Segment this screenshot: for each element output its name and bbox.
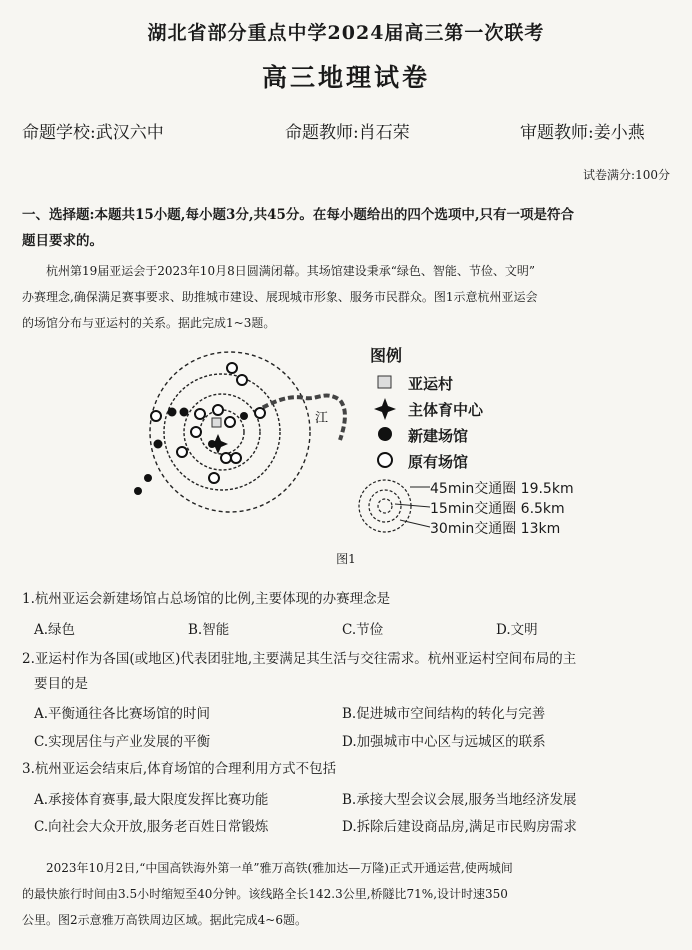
question1-option-b: B.智能 (188, 622, 230, 638)
question3-option-d: D.拆除后建设商品房,满足市民购房需求 (342, 819, 577, 835)
ring-core (200, 410, 244, 454)
setter-teacher: 命题教师:肖石荣 (285, 123, 410, 143)
ring-15min (164, 374, 280, 490)
figure1-map (0, 340, 692, 550)
legend-ring-15min: 15min交通圈 6.5km (430, 501, 565, 517)
question2-option-b: B.促进城市空间结构的转化与完善 (342, 706, 546, 722)
reviewer-teacher: 审题教师:姜小燕 (520, 123, 645, 143)
legend-existing-venue: 原有场馆 (408, 453, 469, 471)
question1-option-a: A.绿色 (34, 622, 76, 638)
exam-heading: 湖北省部分重点中学2024届高三第一次联考 (147, 22, 545, 44)
section-instructions-line2: 题目要求的。 (22, 233, 103, 249)
question2-option-d: D.加强城市中心区与远城区的联系 (342, 734, 546, 750)
question2-stem-line2: 要目的是 (34, 676, 88, 692)
legend-new-venue: 新建场馆 (408, 427, 469, 445)
question3-option-c: C.向社会大众开放,服务老百姓日常锻炼 (34, 819, 269, 835)
figure1-caption: 图1 (336, 552, 356, 566)
question2-option-a: A.平衡通往各比赛场馆的时间 (34, 706, 211, 722)
athletes-village-marker (212, 418, 221, 427)
passage2-line1: 2023年10月2日,“中国高铁海外第一单”雅万高铁(雅加达—万隆)正式开通运营,使两城间 (46, 861, 513, 875)
question3-stem: 3.杭州亚运会结束后,体育场馆的合理利用方式不包括 (22, 761, 337, 777)
existing-venue-markers (151, 363, 265, 483)
question1-option-d: D.文明 (496, 622, 538, 638)
legend-athletes-village: 亚运村 (408, 375, 454, 393)
exam-title: 高三地理试卷 (261, 63, 430, 92)
river-label: 江 (315, 411, 329, 426)
passage2-line3: 公里。图2示意雅万高铁周边区域。据此完成4~6题。 (22, 913, 307, 927)
question1-option-c: C.节俭 (342, 622, 384, 638)
full-score: 试卷满分:100分 (583, 168, 670, 182)
ring-30min (150, 352, 310, 512)
legend-ring-30min: 30min交通圈 13km (430, 521, 561, 537)
setting-school: 命题学校:武汉六中 (22, 123, 164, 143)
section-instructions-line1: 一、选择题:本题共15小题,每小题3分,共45分。在每小题给出的四个选项中,只有一项是符合 (22, 207, 575, 223)
question3-option-b: B.承接大型会议会展,服务当地经济发展 (342, 792, 577, 808)
passage2-line2: 的最快旅行时间由3.5小时缩短至40分钟。该线路全长142.3公里,桥隧比71%,设计时速350 (22, 887, 508, 901)
passage1-line1: 杭州第19届亚运会于2023年10月8日圆满闭幕。其场馆建设秉承“绿色、智能、节俭、文明” (46, 264, 535, 278)
river (255, 395, 345, 440)
question2-option-c: C.实现居住与产业发展的平衡 (34, 734, 211, 750)
question3-option-a: A.承接体育赛事,最大限度发挥比赛功能 (34, 792, 269, 808)
legend-title: 图例 (370, 346, 403, 365)
legend-main-sports-center: 主体育中心 (408, 401, 484, 419)
question1-stem: 1.杭州亚运会新建场馆占总场馆的比例,主要体现的办赛理念是 (22, 591, 391, 607)
passage1-line3: 的场馆分布与亚运村的关系。据此完成1~3题。 (22, 316, 276, 330)
passage1-line2: 办赛理念,确保满足赛事要求、助推城市建设、展现城市形象、服务市民群众。图1示意杭州亚运会 (22, 290, 538, 304)
question2-stem-line1: 2.亚运村作为各国(或地区)代表团驻地,主要满足其生活与交往需求。杭州亚运村空间布局的主 (22, 651, 577, 667)
legend-ring-45min: 45min交通圈 19.5km (430, 481, 574, 497)
